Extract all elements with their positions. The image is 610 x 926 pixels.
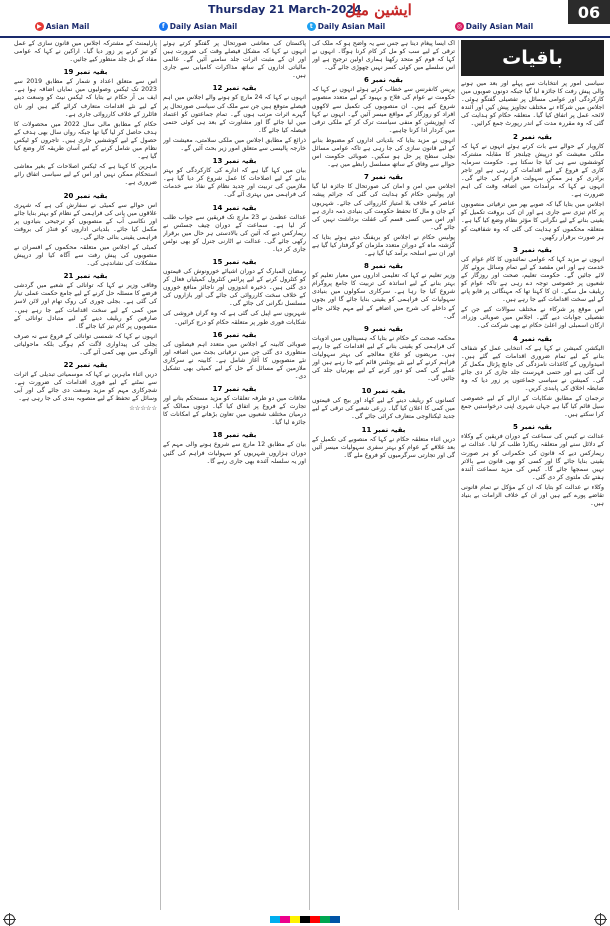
continuation-marker: بقیہ نمبر 15 [212,257,257,266]
section-banner: باقیات [461,40,604,76]
color-swatch [270,916,280,923]
continuation-marker: بقیہ نمبر 18 [212,431,257,440]
story-paragraph: کمیٹی کے اجلاس میں متعلقہ محکموں کے افسران نے منصوبوں کی پیش رفت سے آگاہ کیا اور درپیش مشکلات کی نشاندہی کی۔ [14,243,157,268]
story-paragraph: دریں اثناء متعلقہ حکام نے کہا کہ منصوبے کی تکمیل کے بعد علاقے کے عوام کو بہتر سفری سہولیات میسر آئیں گی اور تجارتی سرگرمیوں کو فروغ ملے گا۔ [312,435,455,459]
continuation-marker: بقیہ نمبر 12 [212,84,257,93]
story-paragraph: اک ایسا پیغام دینا ہے جس سے یہ واضح ہو کہ ملک کی ترقی کے لیے سب کو مل کر کام کرنا ہوگا۔ انہوں نے کہا کہ قوم کو متحد رکھنا ہماری اولین ترجیح ہے اور اس سلسلے میں کوئی کسر نہیں چھوڑی جائے گی۔ [312,40,455,72]
issue-date: Thursday 21 March-2024 [208,3,362,16]
story-paragraph: اجلاس میں بتایا گیا کہ صوبے بھر میں ترقیاتی منصوبوں پر کام تیزی سے جاری ہے اور ان کی بروقت تکمیل کو یقینی بنانے کے لیے نگرانی کا مؤثر نظام وضع کیا گیا ہے۔ متعلقہ محکموں کو ہدایت کی گئی کہ وہ شفافیت کو ہر صورت برقرار رکھیں۔ [461,201,604,241]
newspaper-logo: ایشین میل [345,1,412,19]
social-links [0,20,568,33]
story-paragraph: ذرائع کے مطابق اجلاس میں ملکی سلامتی، معیشت اور خارجہ پالیسی سے متعلق امور زیر بحث آئیں گے۔ [163,136,306,153]
story-paragraph: انہوں نے مزید کہا کہ عوامی نمائندوں کا کام عوام کی خدمت ہے اور اس مقصد کے لیے تمام وسائل بروئے کار لائے جائیں گے۔ حکومت تعلیم، صحت اور روزگار کے شعبوں پر خصوصی توجہ دے رہی ہے تاکہ عوام کو ریلیف مل سکے۔ ان کا کہنا تھا کہ مہنگائی پر قابو پانے کے لیے سخت اقدامات کیے جا رہے ہیں۔ [461,255,604,304]
story-paragraph: محکمہ صحت کے حکام نے بتایا کہ ہسپتالوں میں ادویات کی فراہمی کو یقینی بنانے کے لیے اقدامات کیے جا رہے ہیں۔ مریضوں کو علاج معالجے کی بہتر سہولیات فراہم کرنے کے لیے نئے یونٹس قائم کیے جا رہے ہیں اور عملے کی کمی کو دور کرنے کے لیے بھرتیاں جلد کی جائیں گی۔ [312,334,455,383]
social-label: Asian Mail [45,22,90,31]
news-column-1 [461,40,604,910]
instagram-icon: ◎ [456,23,462,30]
column-divider [309,40,310,910]
story-paragraph: کاروبار کے حوالے سے بات کرتے ہوئے انہوں نے کہا کہ ملکی معیشت کو درپیش چیلنجز کا مقابلہ مشترکہ کوششوں سے ہی کیا جا سکتا ہے۔ حکومت سرمایہ کاری کے فروغ کے لیے اقدامات کر رہی ہے اور تاجر برادری کو ہر ممکن سہولت فراہم کی جائے گی۔ انہوں نے کہا کہ برآمدات میں اضافہ وقت کی اہم ضرورت ہے۔ [461,142,604,199]
column-divider [458,40,459,910]
story-paragraph: سیاسی امور پر انتخابات سے پہلے اور بعد میں ہونے والی پیش رفت کا جائزہ لیا گیا جبکہ دونوں صوبوں میں کارکردگی اور عوامی مسائل پر تفصیلی گفتگو ہوئی۔ اجلاس میں شرکاء نے مختلف تجاویز پیش کیں اور آئندہ لائحہ عمل پر اتفاق کیا گیا۔ متعلقہ حکام کو ہدایت کی گئی کہ وہ مقررہ مدت کے اندر رپورٹ جمع کرائیں۔ [461,80,604,128]
continuation-marker: بقیہ نمبر 7 [364,173,403,182]
registration-mark-icon [4,914,15,925]
color-swatch [280,916,290,923]
story-paragraph: کسانوں کو ریلیف دینے کے لیے کھاد اور بیج کی قیمتوں میں کمی کا اعلان کیا گیا۔ زرعی شعبے کی ترقی کے لیے جدید ٹیکنالوجی متعارف کرائی جائے گی۔ [312,397,455,421]
continuation-marker: بقیہ نمبر 16 [212,330,257,339]
column-divider [160,40,161,910]
story-paragraph: انہوں نے کہا کہ 24 مارچ کو ہونے والے اجلاس میں اہم فیصلے متوقع ہیں جن سے ملک کی سیاسی صورتحال پر گہرے اثرات مرتب ہوں گے۔ تمام جماعتوں کو اعتماد میں لیا جائے گا اور مشاورت کے بعد ہی کوئی حتمی فیصلہ کیا جائے گا۔ [163,94,306,134]
social-label: Daily Asian Mail [169,22,238,31]
continuation-marker: بقیہ نمبر 11 [361,425,406,434]
continuation-marker: بقیہ نمبر 3 [513,245,552,254]
news-column-3 [163,40,306,910]
page-header [0,0,610,38]
continuation-marker: بقیہ نمبر 2 [513,132,552,141]
color-bar [270,916,340,923]
story-paragraph: دریں اثناء ماہرین نے کہا کہ موسمیاتی تبدیلی کے اثرات سے نمٹنے کے لیے فوری اقدامات کی ضرورت ہے۔ شجرکاری مہم کو مزید وسعت دی جائے گی اور آبی وسائل کے تحفظ کے لیے منصوبہ بندی کی جا رہی ہے۔ [14,371,157,403]
continuation-marker: بقیہ نمبر 10 [361,387,406,396]
story-paragraph: پارلیمنٹ کے مشترکہ اجلاس میں قانون سازی کے عمل کو تیز کرنے پر زور دیا گیا۔ اراکین نے کہا کہ عوامی مفاد کے بل جلد منظور کیے جائیں۔ [14,40,157,64]
continuation-marker: بقیہ نمبر 21 [63,272,108,281]
story-paragraph: ملاقات میں دو طرفہ تعلقات کو مزید مستحکم بنانے اور تجارت کے فروغ پر اتفاق کیا گیا۔ دونوں ممالک کے درمیان مختلف شعبوں میں تعاون بڑھانے کے امکانات کا جائزہ لیا گیا۔ [163,395,306,427]
story-paragraph: ☆☆☆☆☆ [129,405,157,413]
story-paragraph: پولیس حکام نے اجلاس کو بریفنگ دیتے ہوئے بتایا کہ گزشتہ ماہ کے دوران متعدد ملزمان کو گرفتار کیا گیا ہے اور ان سے اسلحہ برآمد کیا گیا ہے۔ [312,233,455,258]
continuation-marker: بقیہ نمبر 14 [212,203,257,212]
story-paragraph: شہریوں سے اپیل کی گئی ہے کہ وہ گراں فروشی کی شکایات فوری طور پر متعلقہ حکام کو درج کرائیں۔ [163,310,306,326]
story-paragraph: بیان میں کہا گیا ہے کہ ادارے کی کارکردگی کو بہتر بنانے کے لیے اصلاحات کا عمل شروع کر دیا گیا ہے۔ ملازمین کی تربیت اور جدید نظام کے نفاذ سے خدمات کی فراہمی میں بہتری آئے گی۔ [163,167,306,199]
color-swatch [300,916,310,923]
continuation-marker: بقیہ نمبر 22 [63,361,108,370]
continuation-marker: بقیہ نمبر 17 [212,385,257,394]
story-paragraph: اس موقع پر شرکاء نے مختلف سوالات کیے جن کے تفصیلی جوابات دیے گئے۔ اجلاس میں صوبائی وزراء، ارکان اسمبلی اور اعلیٰ حکام نے بھی شرکت کی۔ [461,306,604,330]
story-paragraph: وفاقی وزیر نے کہا کہ توانائی کے شعبے میں گردشی قرضے کا مسئلہ حل کرنے کے لیے جامع حکمت عملی تیار کی گئی ہے۔ بجلی چوری کی روک تھام اور لائن لاسز میں کمی کے لیے سخت اقدامات کیے جا رہے ہیں۔ صارفین کو ریلیف دینے کے لیے متبادل توانائی کے منصوبوں پر کام تیز کیا جائے گا۔ [14,282,157,330]
registration-mark-icon [595,914,606,925]
story-paragraph: اس حوالے سے کمیٹی نے سفارش کی ہے کہ شہری علاقوں میں پانی کی فراہمی کے نظام کو بہتر بنایا جائے اور نکاسی آب کے منصوبوں کو ترجیحی بنیادوں پر مکمل کیا جائے۔ بلدیاتی اداروں کو فنڈز کی بروقت فراہمی یقینی بنائی جائے گی۔ [14,201,157,241]
youtube-icon: ▶ [35,22,44,31]
story-paragraph: انہوں نے کہا کہ شمسی توانائی کے فروغ سے نہ صرف بجلی کی پیداواری لاگت کم ہوگی بلکہ ماحولیاتی آلودگی میں بھی کمی آئے گی۔ [14,332,157,356]
continuation-marker: بقیہ نمبر 20 [63,191,108,200]
story-paragraph: پریس کانفرنس سے خطاب کرتے ہوئے انہوں نے کہا کہ حکومت نے عوام کی فلاح و بہبود کے لیے متعدد منصوبے شروع کیے ہیں۔ ان منصوبوں کی تکمیل سے لاکھوں افراد کو روزگار کے مواقع میسر آئیں گے۔ انہوں نے کہا کہ اپوزیشن کو منفی سیاست ترک کر کے ملکی ترقی میں کردار ادا کرنا چاہیے۔ [312,86,455,134]
continuation-marker: بقیہ نمبر 13 [212,157,257,166]
color-swatch [330,916,340,923]
story-paragraph: صوبائی کابینہ کے اجلاس میں متعدد اہم فیصلوں کی منظوری دی گئی جن میں ترقیاتی بجٹ میں اضافہ اور نئے منصوبوں کا آغاز شامل ہے۔ کابینہ نے سرکاری ملازمین کے مسائل کے حل کے لیے کمیٹی بھی تشکیل دی۔ [163,340,306,380]
continuation-marker: بقیہ نمبر 4 [513,334,552,343]
story-paragraph: وکلاء نے عدالت کو بتایا کہ ان کے مؤکل نے تمام قانونی تقاضے پورے کیے ہیں اور ان کے خلاف الزامات بے بنیاد ہیں۔ [461,483,604,508]
news-column-4 [14,40,157,910]
story-paragraph: وزیر تعلیم نے کہا کہ تعلیمی اداروں میں معیار تعلیم کو بہتر بنانے کے لیے اساتذہ کی تربیت کا جامع پروگرام شروع کیا جا رہا ہے۔ سرکاری سکولوں میں بنیادی سہولیات کی فراہمی کو یقینی بنایا جائے گا اور بچوں کے داخلے کی شرح میں اضافے کے لیے مہم چلائی جائے گی۔ [312,272,455,320]
story-paragraph: حکام کے مطابق مالی سال 2022 میں محصولات کا ہدف حاصل کر لیا گیا تھا جبکہ رواں سال بھی ہدف کے حصول کے لیے کوششیں جاری ہیں۔ تاجروں کو ٹیکس نظام میں شامل کرنے کے لیے آسان طریقہ کار وضع کیا گیا ہے۔ [14,120,157,161]
story-paragraph: انہوں نے مزید بتایا کہ بلدیاتی اداروں کو مضبوط بنانے کے لیے قانون سازی کی جا رہی ہے تاکہ عوامی مسائل نچلی سطح پر حل ہو سکیں۔ صوبائی حکومت اس حوالے سے وفاق کے ساتھ مسلسل رابطے میں ہے۔ [312,136,455,169]
story-paragraph: ماہرین کا کہنا ہے کہ ٹیکس اصلاحات کے بغیر معاشی استحکام ممکن نہیں اور اس کے لیے سیاسی اتفاق رائے ضروری ہے۔ [14,163,157,187]
story-paragraph: رمضان المبارک کے دوران اشیائے خورونوش کی قیمتوں کو کنٹرول کرنے کے لیے پرائس کنٹرول کمیٹیاں فعال کر دی گئی ہیں۔ ذخیرہ اندوزوں اور ناجائز منافع خوروں کے خلاف سخت کارروائی کی جائے گی اور بازاروں کی مسلسل نگرانی کی جائے گی۔ [163,267,306,308]
continuation-marker: بقیہ نمبر 19 [63,68,108,77]
social-label: Daily Asian Mail [317,22,386,31]
continuation-marker: بقیہ نمبر 9 [364,324,403,333]
story-paragraph: پاکستان کی معاشی صورتحال پر گفتگو کرتے ہوئے انہوں نے کہا کہ مشکل فیصلے وقت کی ضرورت ہیں اور ان کے مثبت اثرات جلد سامنے آئیں گے۔ عالمی مالیاتی اداروں کے ساتھ مذاکرات کامیابی سے جاری ہیں۔ [163,40,306,80]
story-paragraph: عدالت نے کیس کی سماعت کے دوران فریقین کے وکلاء کے دلائل سنے اور متعلقہ ریکارڈ طلب کر لیا۔ عدالت نے ریمارکس دیے کہ قانون کی حکمرانی کو ہر صورت یقینی بنایا جائے گا اور کسی کو بھی قانون سے بالاتر نہیں سمجھا جائے گا۔ کیس کی مزید سماعت آئندہ ہفتے تک ملتوی کر دی گئی۔ [461,433,604,481]
color-swatch [310,916,320,923]
social-link-youtube[interactable] [35,22,90,31]
continuation-marker: بقیہ نمبر 8 [364,262,403,271]
story-paragraph: اس سے متعلق اعداد و شمار کے مطابق 2019 سے 2023 تک ٹیکس وصولیوں میں نمایاں اضافہ ہوا ہے۔ ایف بی آر حکام نے بتایا کہ ٹیکس نیٹ کو وسعت دینے کے لیے نئے اقدامات متعارف کرائے گئے ہیں اور نان فائلرز کے خلاف کارروائی جاری ہے۔ [14,78,157,118]
news-columns [6,40,604,910]
story-paragraph: الیکشن کمیشن نے کہا ہے کہ انتخابی عمل کو شفاف بنانے کے لیے تمام ضروری اقدامات کیے گئے ہیں۔ امیدواروں کے کاغذات نامزدگی کی جانچ پڑتال مکمل کر لی گئی ہے اور حتمی فہرست جلد جاری کر دی جائے گی۔ کمیشن نے سیاسی جماعتوں پر زور دیا کہ وہ ضابطہ اخلاق کی پابندی کریں۔ [461,344,604,392]
print-footer [0,912,610,926]
story-paragraph: عدالت عظمیٰ نے 23 مارچ تک فریقین سے جواب طلب کر لیا ہے۔ سماعت کے دوران چیف جسٹس نے ریمارکس دیے کہ آئین کی بالادستی ہر حال میں برقرار رکھی جائے گی۔ عدالت نے اٹارنی جنرل کو بھی نوٹس جاری کر دیا۔ [163,213,306,253]
continuation-marker: بقیہ نمبر 6 [364,76,403,85]
continuation-marker: بقیہ نمبر 5 [513,423,552,432]
story-paragraph: بیان کے مطابق 12 مارچ سے شروع ہونے والی مہم کے دوران ہزاروں شہریوں کو سہولیات فراہم کی گئیں اور یہ سلسلہ آئندہ بھی جاری رہے گا۔ [163,441,306,465]
social-label: Daily Asian Mail [465,22,534,31]
twitter-icon: t [307,22,316,31]
color-swatch [290,916,300,923]
social-link-facebook[interactable] [159,22,237,31]
page-number: 06 [568,0,610,24]
social-link-twitter[interactable] [307,22,385,31]
facebook-icon: f [159,22,168,31]
story-paragraph: ترجمان کے مطابق شکایات کے ازالے کے لیے خصوصی سیل قائم کیا گیا ہے جہاں شہری اپنی درخواستیں جمع کرا سکتے ہیں۔ [461,395,604,419]
story-paragraph: اجلاس میں امن و امان کی صورتحال کا جائزہ لیا گیا اور پولیس حکام کو ہدایت کی گئی کہ جرائم پیشہ عناصر کے خلاف بلا امتیاز کارروائی کی جائے۔ شہریوں کے جان و مال کا تحفظ حکومت کی بنیادی ذمہ داری ہے اور اس میں کسی قسم کی غفلت برداشت نہیں کی جائے گی۔ [312,183,455,231]
color-swatch [320,916,330,923]
social-link-instagram[interactable] [455,22,533,31]
news-column-2 [312,40,455,910]
